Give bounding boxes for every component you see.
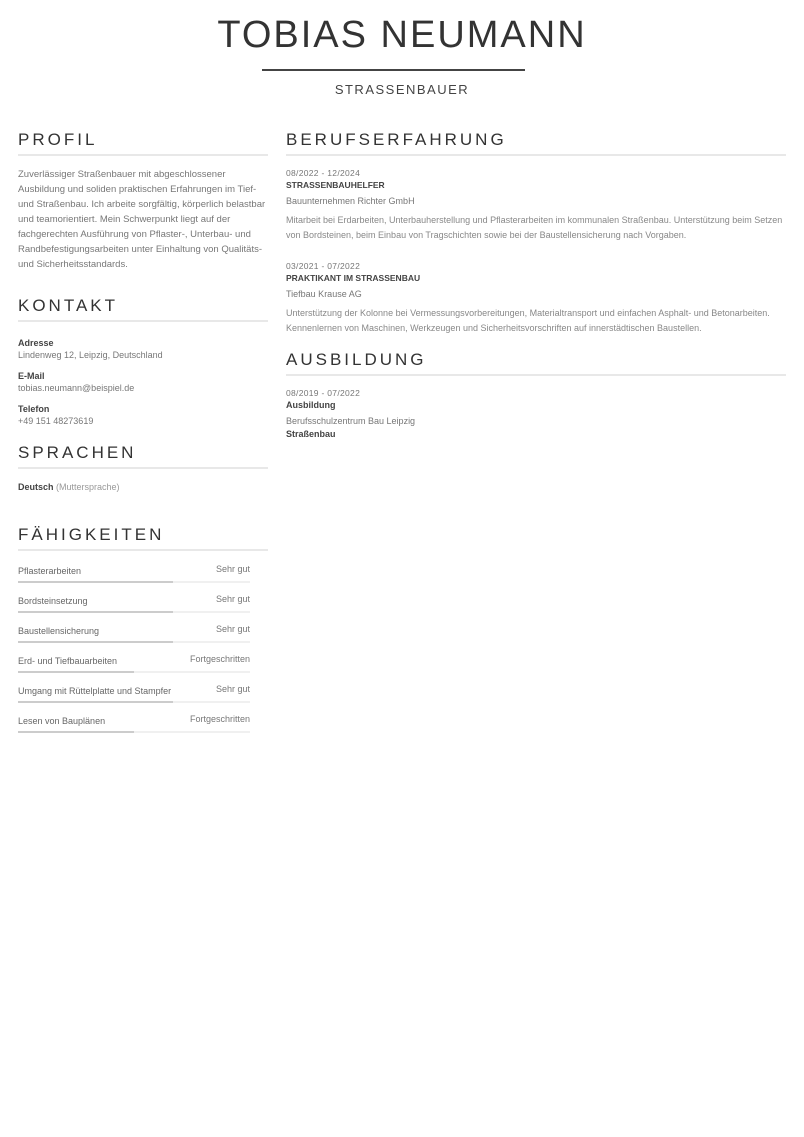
language-level: (Muttersprache) [56, 482, 120, 492]
education-date: 08/2019 - 07/2022 [286, 388, 361, 398]
experience-description: Mitarbeit bei Erdarbeiten, Unterbauherstellung und Pflasterarbeiten im kommunalen Straßenbau. Unterstützung beim Setzen von Bordsteinen, beim Einbau von Tragschichten sowie bei der Baustellensicherung nach Vorgaben. [286, 215, 783, 240]
person-name: TOBIAS NEUMANN [217, 14, 587, 56]
skill-name: Bordsteinsetzung [18, 596, 88, 606]
skill-item [18, 583, 250, 613]
left-column [18, 130, 268, 733]
language-name: Deutsch [18, 482, 54, 492]
language-item [18, 482, 268, 492]
education-field: Straßenbau [286, 429, 336, 439]
skill-level: Sehr gut [215, 624, 250, 634]
skill-name: Baustellensicherung [18, 626, 100, 636]
experience-date: 03/2021 - 07/2022 [286, 261, 361, 271]
resume-header [0, 0, 804, 110]
education-school: Berufsschulzentrum Bau Leipzig [286, 416, 416, 426]
skill-item [18, 553, 250, 583]
skill-item [18, 673, 250, 703]
contact-phone-label: Telefon [18, 404, 50, 414]
skill-name: Umgang mit Rüttelplatte und Stampfer [18, 686, 172, 696]
skill-level: Fortgeschritten [189, 714, 250, 724]
skill-level: Sehr gut [215, 594, 250, 604]
profile-section [18, 130, 268, 272]
contact-heading: KONTAKT [18, 296, 268, 322]
contact-address-value: Lindenweg 12, Leipzig, Deutschland [18, 350, 163, 360]
education-entry [286, 387, 786, 441]
experience-entry [286, 167, 786, 243]
languages-heading: SPRACHEN [18, 443, 268, 469]
skill-item [18, 613, 250, 643]
education-heading: AUSBILDUNG [286, 350, 786, 376]
contact-email-value[interactable]: tobias.neumann@beispiel.de [18, 383, 135, 393]
skill-level: Fortgeschritten [189, 654, 250, 664]
header-divider [262, 69, 525, 71]
skill-name: Lesen von Bauplänen [18, 716, 106, 726]
education-section [286, 350, 786, 441]
contact-phone-value[interactable]: +49 151 48273619 [18, 416, 94, 426]
education-degree: Ausbildung [286, 400, 336, 410]
experience-section [286, 130, 786, 336]
experience-company: Tiefbau Krause AG [286, 289, 362, 299]
skill-bar-track [18, 731, 250, 733]
experience-entry [286, 260, 786, 336]
right-column [286, 130, 786, 441]
contact-address-label: Adresse [18, 338, 54, 348]
skill-item [18, 703, 250, 733]
profile-heading: PROFIL [18, 130, 268, 156]
experience-description: Unterstützung der Kolonne bei Vermessungsvorbereitungen, Materialtransport und einfachen Asphalt- und Betonarbeiten. Kennenlernen von Maschinen, Werkzeugen und Sicherheitsvorschriften auf innerstädtischen Baustellen. [286, 308, 770, 333]
contact-email-label: E-Mail [18, 371, 45, 381]
skill-name: Erd- und Tiefbauarbeiten [18, 656, 118, 666]
experience-company: Bauunternehmen Richter GmbH [286, 196, 415, 206]
job-title: STRASSENBAUER [334, 82, 470, 97]
skill-level: Sehr gut [215, 684, 250, 694]
languages-section [18, 443, 268, 492]
skills-list [18, 553, 268, 733]
skill-level: Sehr gut [215, 564, 250, 574]
experience-date: 08/2022 - 12/2024 [286, 168, 361, 178]
experience-heading: BERUFSERFAHRUNG [286, 130, 786, 156]
skill-bar-fill [18, 731, 134, 733]
skills-heading: FÄHIGKEITEN [18, 525, 268, 551]
experience-position: STRASSENBAUHELFER [286, 180, 385, 190]
skill-item [18, 643, 250, 673]
contact-section [18, 296, 268, 427]
skill-name: Pflasterarbeiten [18, 566, 82, 576]
contact-list [18, 337, 268, 427]
experience-position: PRAKTIKANT IM STRASSENBAU [286, 273, 421, 283]
profile-text: Zuverlässiger Straßenbauer mit abgeschlossener Ausbildung und soliden praktischen Erfahrungen im Tief- und Straßenbau. Ich arbeite sorgfältig, körperlich belastbar und teamorientiert. Mein Schwerpunkt liegt auf der fachgerechten Ausführung von Pflaster-, Unterbau- und Randbefestigungsarbeiten unter Einhaltung von Qualitäts- und Sicherheitsstandards. [18, 169, 266, 270]
skills-section [18, 525, 268, 733]
